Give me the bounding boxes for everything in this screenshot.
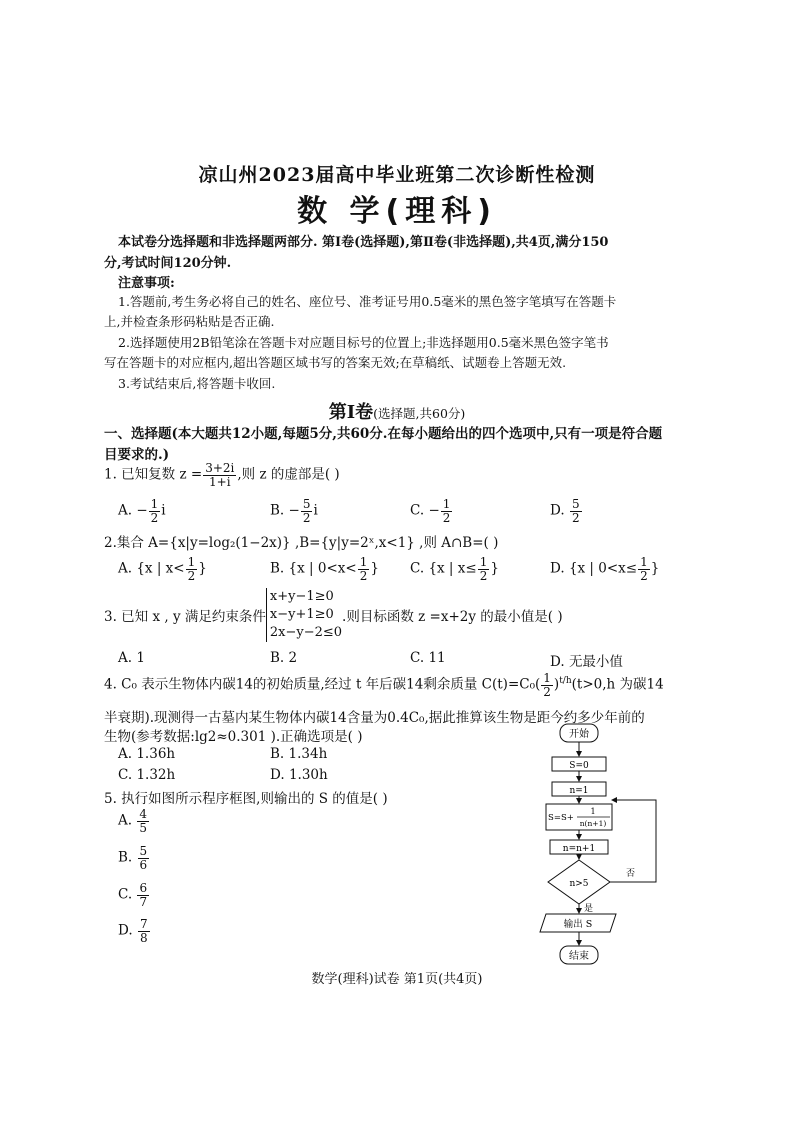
q1-option-c[interactable]: C. − $\frac{1}{2}$ (410, 497, 451, 525)
question-4-line-3: 生物(参考数据:lg2≈0.301 ).正确选项是( ) (104, 729, 363, 745)
exam-title: 凉山州2023届高中毕业班第二次诊断性检测 (198, 164, 596, 186)
q3-option-a[interactable]: A. 1 (118, 650, 145, 666)
q1-option-a[interactable]: A. − $\frac{1}{2}$ i (118, 497, 166, 525)
q4-option-c[interactable]: C. 1.32h (118, 767, 176, 783)
q5-option-d[interactable]: D. $\frac{7}{8}$ (118, 917, 148, 945)
flow-end-text: 结束 (569, 951, 589, 962)
flow-decision-text: n>5 (569, 879, 589, 889)
q4-option-a[interactable]: A. 1.36h (118, 746, 176, 762)
subject-title: 数 学(理科) (297, 194, 497, 229)
q1-option-b[interactable]: B. − $\frac{5}{2}$ i (270, 497, 318, 525)
q2-option-c[interactable]: C. {x | x≤ $\frac{1}{2}$ } (410, 555, 499, 583)
q4-option-d[interactable]: D. 1.30h (270, 767, 328, 783)
q1-fraction: $\frac{3+2i}{1+i}$ (205, 461, 235, 489)
section-name: 第Ⅰ卷 (328, 402, 374, 423)
flow-output-text: 输出 S (563, 919, 593, 930)
program-flowchart (530, 722, 680, 967)
part-instructions-line-2: 目要求的.) (104, 447, 170, 463)
note-1-line-1: 1.答题前,考生务必将自己的姓名、座位号、准考证号用0.5毫米的黑色签字笔填写在答题卡 (118, 294, 617, 309)
q1-option-d[interactable]: D. $\frac{5}{2}$ (550, 497, 580, 525)
question-4-line-2: 半衰期).现测得一古墓内某生物体内碳14含量为0.4C₀,据此推算该生物是距今约多少年前的 (104, 710, 645, 726)
question-1-stem: 1. 已知复数 z = $\frac{3+2i}{1+i}$ ,则 z 的虚部是( ) (104, 461, 340, 489)
question-5-stem: 5. 执行如图所示程序框图,则输出的 S 的值是( ) (104, 791, 388, 807)
flow-update-s-text: S=S+ (548, 813, 574, 823)
note-3: 3.考试结束后,将答题卡收回. (118, 376, 276, 391)
section-title (0, 398, 794, 424)
flow-start-text: 开始 (569, 729, 589, 740)
q5-option-c[interactable]: C. $\frac{6}{7}$ (118, 881, 148, 909)
question-2-stem: 2.集合 A={x|y=log₂(1−2x)} ,B={y|y=2ˣ,x<1} ,则 A∩B=( ) (104, 535, 499, 551)
flow-update-n-text: n=n+1 (562, 844, 596, 854)
q3-option-b[interactable]: B. 2 (270, 650, 298, 666)
notes-heading: 注意事项: (118, 276, 175, 291)
question-4-line-1: 4. C₀ 表示生物体内碳14的初始质量,经过 t 年后碳14剩余质量 C(t)=C₀( $\frac{1}{2}$ )$^{t/h}$(t>0,h 为碳14 (104, 671, 664, 699)
section-subtitle: (选择题,共60分) (373, 406, 466, 421)
intro-line-1: 本试卷分选择题和非选择题两部分. 第Ⅰ卷(选择题),第Ⅱ卷(非选择题),共4页,满分150 (118, 235, 609, 250)
flow-no-label: 否 (626, 869, 636, 879)
q2-option-a[interactable]: A. {x | x< $\frac{1}{2}$ } (118, 555, 207, 583)
q3-option-c[interactable]: C. 11 (410, 650, 446, 666)
question-3-stem: 3. 已知 x , y 满足约束条件 x+y−1≥0 x−y+1≥0 2x−y−2≤0 .则目标函数 z =x+2y 的最小值是( ) (104, 589, 563, 640)
page-footer: 数学(理科)试卷 第1页(共4页) (311, 972, 483, 987)
flow-update-s-den: n(n+1) (579, 819, 607, 828)
note-1-line-2: 上,并检查条形码粘贴是否正确. (104, 314, 275, 329)
flow-init-s-text: S=0 (569, 761, 589, 771)
constraint-system: x+y−1≥0 x−y+1≥0 2x−y−2≤0 (266, 588, 342, 642)
q2-option-b[interactable]: B. {x | 0<x< $\frac{1}{2}$ } (270, 555, 379, 583)
note-2-line-1: 2.选择题使用2B铅笔涂在答题卡对应题目标号的位置上;非选择题用0.5毫米黑色签字笔书 (118, 335, 609, 350)
q4-option-b[interactable]: B. 1.34h (270, 746, 328, 762)
q5-option-b[interactable]: B. $\frac{5}{6}$ (118, 844, 148, 872)
q3-option-d[interactable]: D. 无最小值 (550, 654, 623, 670)
flow-init-n-text: n=1 (569, 786, 589, 796)
q2-option-d[interactable]: D. {x | 0<x≤ $\frac{1}{2}$ } (550, 555, 660, 583)
note-2-line-2: 写在答题卡的对应框内,超出答题区域书写的答案无效;在草稿纸、试题卷上答题无效. (104, 355, 567, 370)
flow-update-s-num: 1 (590, 807, 596, 816)
part-instructions-line-1: 一、选择题(本大题共12小题,每题5分,共60分.在每小题给出的四个选项中,只有一项是符合题 (104, 426, 663, 442)
intro-line-2: 分,考试时间120分钟. (104, 256, 232, 271)
q5-option-a[interactable]: A. $\frac{4}{5}$ (118, 807, 147, 835)
flow-yes-label: 是 (584, 904, 594, 914)
